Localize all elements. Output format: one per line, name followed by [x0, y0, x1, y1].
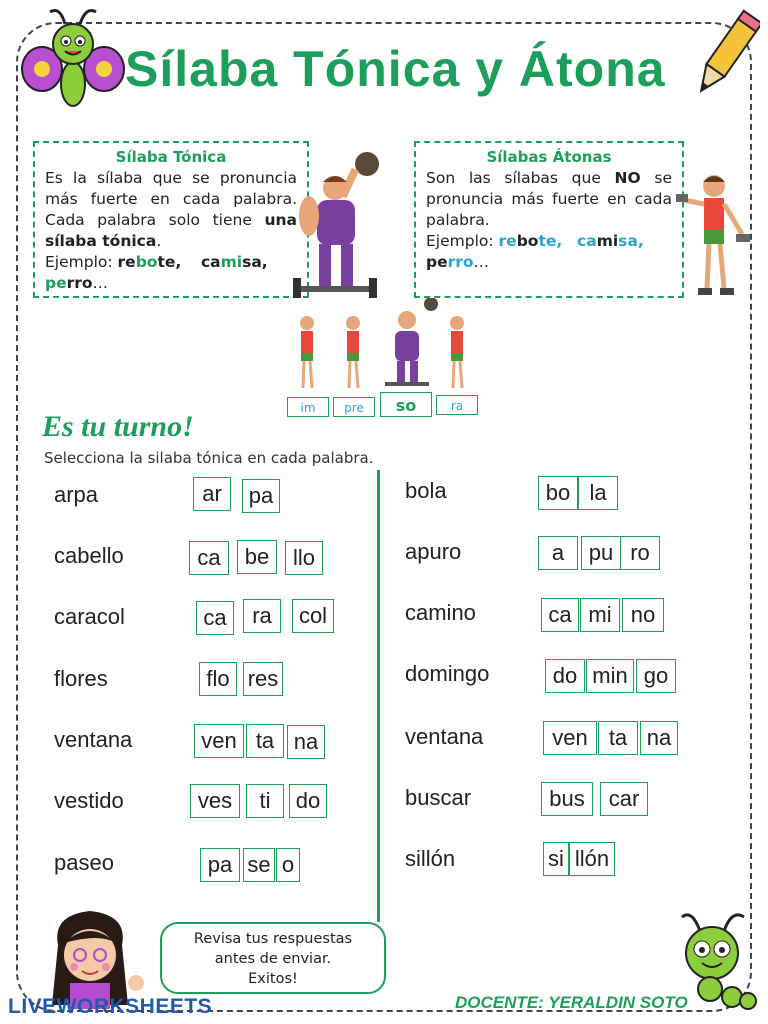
syllable-option[interactable]: ta — [246, 724, 284, 758]
syllable-option[interactable]: do — [545, 659, 585, 693]
syllable-option[interactable]: llón — [569, 842, 615, 876]
page-title: Sílaba Tónica y Átona — [125, 41, 666, 97]
section-heading: Es tu turno! — [42, 410, 194, 443]
word-label: camino — [405, 600, 476, 625]
column-divider — [377, 470, 380, 922]
word-label: caracol — [54, 604, 125, 629]
word-label: domingo — [405, 661, 490, 686]
syllable-option[interactable]: ro — [620, 536, 660, 570]
thin-man-icon — [672, 168, 756, 303]
syllable-option[interactable]: ca — [541, 598, 579, 632]
word-label: ventana — [405, 724, 484, 749]
syllable-option[interactable]: flo — [199, 662, 237, 696]
syllable-option[interactable]: bus — [541, 782, 593, 816]
syllable-option[interactable]: pu — [581, 536, 621, 570]
syllable-option[interactable]: si — [543, 842, 569, 876]
syllable-option[interactable]: o — [276, 848, 300, 882]
mini-syllable: im — [287, 397, 329, 417]
word-label: vestido — [54, 788, 124, 813]
pencil-icon — [690, 8, 760, 103]
atona-definition-box — [414, 141, 684, 298]
butterfly-icon — [20, 4, 125, 112]
syllable-option[interactable]: la — [578, 476, 618, 510]
atona-text: Son las sílabas que NO se pronuncia más fuerte en cada palabra. Ejemplo: rebote, camisa, perro… — [426, 169, 672, 271]
teacher-credit: DOCENTE: YERALDIN SOTO — [455, 993, 688, 1012]
tonica-definition-box — [33, 141, 309, 298]
syllable-option[interactable]: ven — [194, 724, 244, 758]
mini-syllable-stressed: so — [380, 392, 432, 417]
syllable-option[interactable]: pa — [242, 479, 280, 513]
syllable-option[interactable]: res — [243, 662, 283, 696]
syllable-option[interactable]: ven — [543, 721, 597, 755]
bubble-line: antes de enviar. — [214, 951, 332, 967]
word-label: ventana — [54, 727, 133, 752]
syllable-option[interactable]: se — [243, 848, 275, 882]
syllable-option[interactable]: na — [287, 725, 325, 759]
syllable-option[interactable]: pa — [200, 848, 240, 882]
speech-bubble — [160, 922, 386, 994]
syllable-option[interactable]: car — [600, 782, 648, 816]
syllable-figures-icon — [285, 298, 485, 393]
syllable-option[interactable]: ves — [190, 784, 240, 818]
syllable-option[interactable]: be — [237, 540, 277, 574]
mini-syllable: pre — [333, 397, 375, 417]
word-label: sillón — [405, 846, 456, 871]
syllable-option[interactable]: do — [289, 784, 327, 818]
mini-syllable: ra — [436, 395, 478, 415]
syllable-option[interactable]: go — [636, 659, 676, 693]
syllable-option[interactable]: ti — [246, 784, 284, 818]
syllable-option[interactable]: ca — [196, 601, 234, 635]
syllable-option[interactable]: col — [292, 599, 334, 633]
bubble-line: Revisa tus respuestas — [193, 931, 353, 947]
syllable-option[interactable]: ra — [243, 599, 281, 633]
syllable-option[interactable]: bo — [538, 476, 578, 510]
syllable-option[interactable]: llo — [285, 541, 323, 575]
syllable-option[interactable]: a — [538, 536, 578, 570]
syllable-option[interactable]: min — [586, 659, 634, 693]
tonica-heading: Sílaba Tónica — [115, 148, 227, 166]
atona-heading: Sílabas Átonas — [486, 148, 612, 166]
syllable-option[interactable]: na — [640, 721, 678, 755]
syllable-option[interactable]: ar — [193, 477, 231, 511]
tonica-text: Es la sílaba que se pronuncia más fuerte en cada palabra. Cada palabra solo tiene una sílaba tónica. Ejemplo: rebote, camisa, perro… — [45, 169, 297, 292]
strongman-icon — [285, 150, 385, 300]
word-label: paseo — [54, 850, 114, 875]
word-label: buscar — [405, 785, 472, 810]
syllable-option[interactable]: ca — [189, 541, 229, 575]
syllable-option[interactable]: ta — [598, 721, 638, 755]
word-label: arpa — [54, 482, 99, 507]
syllable-option[interactable]: mi — [580, 598, 620, 632]
syllable-option[interactable]: no — [622, 598, 664, 632]
word-label: bola — [405, 478, 447, 503]
bubble-line: Exitos! — [248, 971, 298, 987]
liveworksheets-logo: LIVEWORKSHEETS — [8, 995, 213, 1018]
word-label: flores — [54, 666, 108, 691]
word-label: cabello — [54, 543, 124, 568]
instruction-text: Selecciona la silaba tónica en cada palabra. — [44, 449, 374, 467]
word-label: apuro — [405, 539, 462, 564]
